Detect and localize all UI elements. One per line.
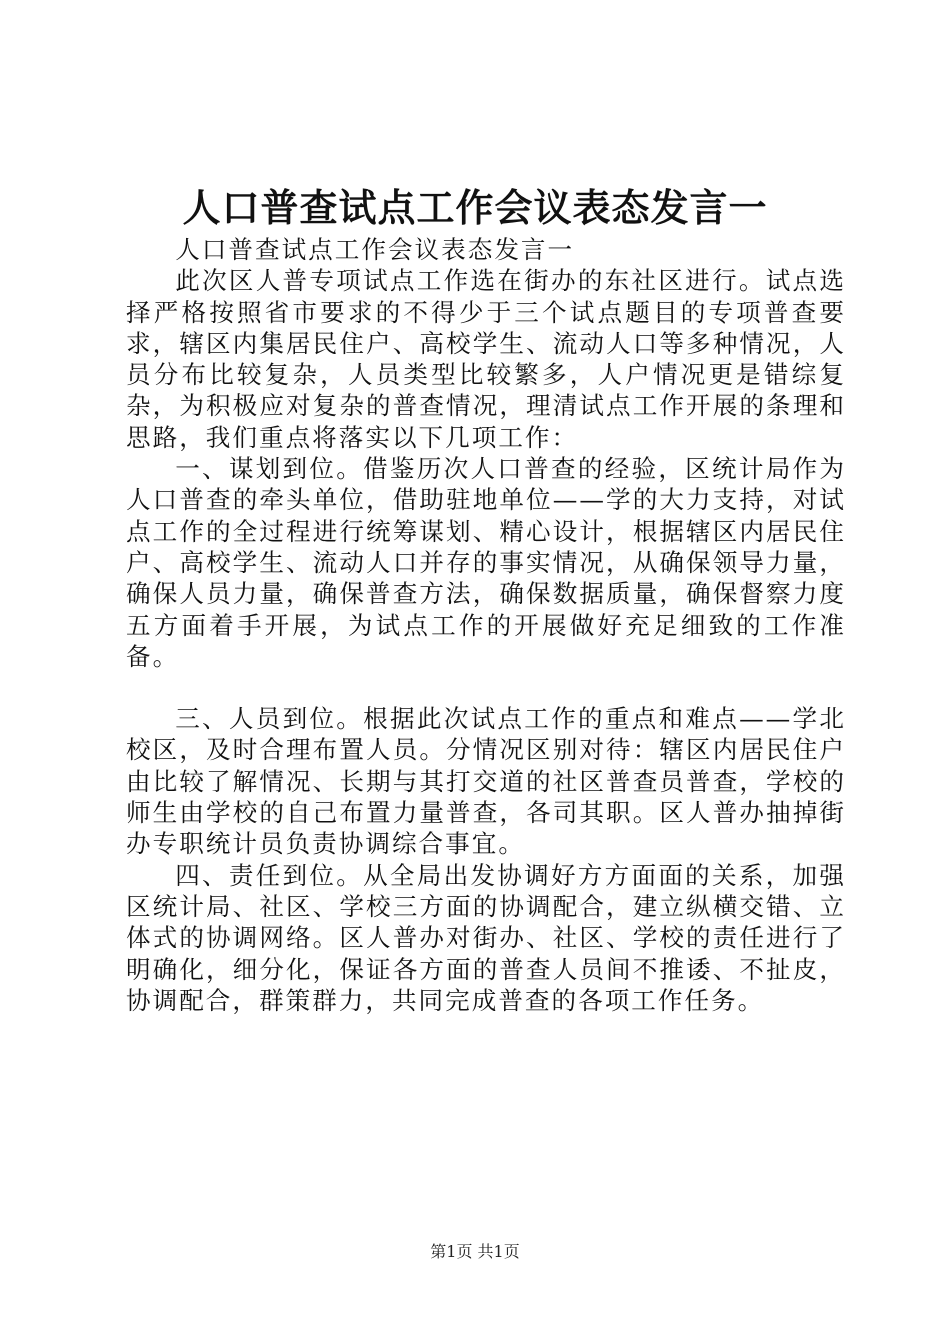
page-number-footer: 第1页 共1页: [430, 1242, 520, 1261]
subtitle-paragraph: 人口普查试点工作会议表态发言一: [175, 235, 575, 264]
section-responsibility-paragraph: 四、责任到位。从全局出发协调好方方面面的关系，加强区统计局、社区、学校三方面的协调配合，建立纵横交错、立体式的协调网络。区人普办对街办、社区、学校的责任进行了明确化，细分化，保证各方面的普查人员间不推诿、不扯皮，协调配合，群策群力，共同完成普查的各项工作任务。: [126, 860, 846, 1015]
section-personnel-paragraph: 三、人员到位。根据此次试点工作的重点和难点——学北校区，及时合理布置人员。分情况区别对待：辖区内居民住户由比较了解情况、长期与其打交道的社区普查员普查，学校的师生由学校的自己布置力量普查，各司其职。区人普办抽掉街办专职统计员负责协调综合事宜。: [126, 704, 846, 859]
intro-paragraph: 此次区人普专项试点工作选在街办的东社区进行。试点选择严格按照省市要求的不得少于三个试点题目的专项普查要求，辖区内集居民住户、高校学生、流动人口等多种情况，人员分布比较复杂，人员类型比较繁多，人户情况更是错综复杂，为积极应对复杂的普查情况，理清试点工作开展的条理和思路，我们重点将落实以下几项工作：: [126, 266, 846, 452]
document-body: [126, 234, 846, 1016]
section-planning-paragraph: 一、谋划到位。借鉴历次人口普查的经验，区统计局作为人口普查的牵头单位，借助驻地单位——学的大力支持，对试点工作的全过程进行统筹谋划、精心设计，根据辖区内居民住户、高校学生、流动人口并存的事实情况，从确保领导力量，确保人员力量，确保普查方法，确保数据质量，确保督察力度五方面着手开展，为试点工作的开展做好充足细致的工作准备。: [126, 454, 846, 671]
paragraph-spacer: [126, 672, 846, 703]
document-title: 人口普查试点工作会议表态发言一: [182, 185, 768, 230]
